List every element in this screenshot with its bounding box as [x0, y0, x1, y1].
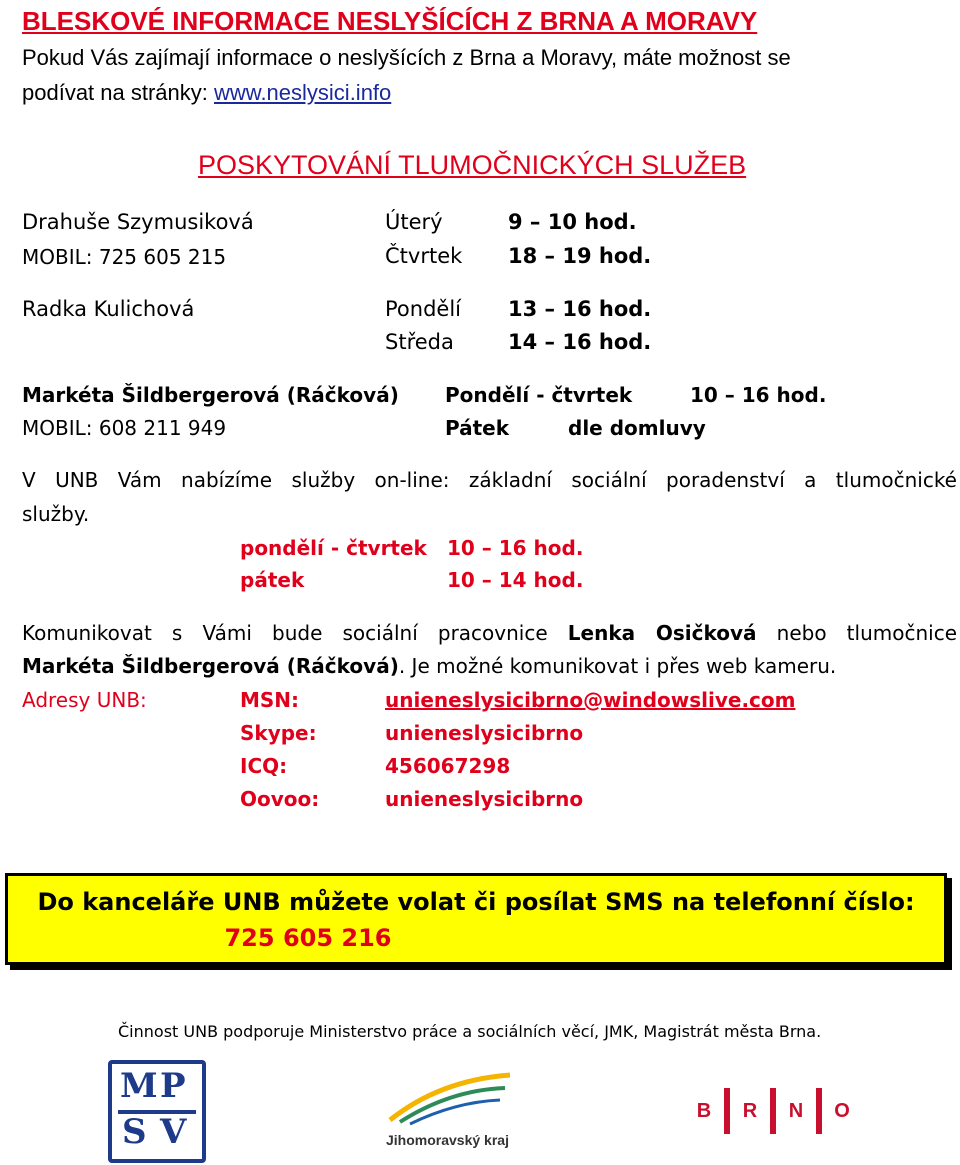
brno-letter: O [834, 1100, 850, 1122]
interpreter-1-time-2: 18 – 19 hod. [508, 244, 652, 268]
online-day-2: pátek [240, 568, 305, 592]
communication-text-a: Komunikovat s Vámi bude sociální pracovnice [22, 621, 568, 645]
brno-bar [816, 1088, 822, 1134]
interpreter-3-phone: MOBIL: 608 211 949 [22, 416, 227, 440]
social-worker-name: Lenka Osičková [567, 621, 757, 645]
intro-line-1: Pokud Vás zajímají informace o neslyšících z Brna a Moravy, máte možnost se [22, 45, 791, 70]
office-phone-number: 725 605 216 [224, 924, 392, 952]
icq-label: ICQ: [240, 754, 288, 778]
msn-label: MSN: [240, 688, 300, 712]
intro-prefix: podívat na stránky: [22, 80, 214, 105]
interpreter-2-time-1: 13 – 16 hod. [508, 297, 652, 321]
interpreter-2-time-2: 14 – 16 hod. [508, 330, 652, 354]
interpreter-name: Markéta Šildbergerová (Ráčková) [22, 654, 399, 678]
online-services-line-2: služby. [22, 502, 90, 526]
page-heading: BLESKOVÉ INFORMACE NESLYŠÍCÍCH Z BRNA A MORAVY [22, 6, 758, 36]
jmk-logo-text: Jihomoravský kraj [386, 1132, 509, 1148]
jmk-logo [380, 1070, 520, 1160]
brno-letter: N [788, 1100, 804, 1122]
interpreter-3-day-2: Pátek [445, 416, 510, 440]
skype-label: Skype: [240, 721, 317, 745]
mpsv-logo-mark: M [120, 1066, 158, 1106]
interpreter-2-day-2: Středa [385, 330, 454, 354]
online-day-1: pondělí - čtvrtek [240, 536, 427, 560]
interpreter-3-name: Markéta Šildbergerová (Ráčková) [22, 383, 399, 407]
brno-logo [690, 1088, 860, 1136]
website-link[interactable]: www.neslysici.info [214, 80, 392, 105]
intro-line-2 [22, 80, 391, 106]
interpreter-3-time-2: dle domluvy [568, 416, 706, 440]
online-services-line-1: V UNB Vám nabízíme služby on-line: základní sociální poradenství a tlumočnické [22, 468, 957, 492]
interpreter-1-day-1: Úterý [385, 210, 443, 234]
communication-text-c: nebo tlumočnice [756, 621, 957, 645]
brno-bar [724, 1088, 730, 1134]
interpreter-2-day-1: Pondělí [385, 297, 461, 321]
interpreter-1-name: Drahuše Szymusiková [22, 210, 254, 234]
online-time-2: 10 – 14 hod. [447, 568, 584, 592]
online-time-1: 10 – 16 hod. [447, 536, 584, 560]
brno-letter: B [696, 1100, 712, 1122]
interpreter-1-time-1: 9 – 10 hod. [508, 210, 637, 234]
addresses-label: Adresy UNB: [22, 688, 147, 712]
funding-note: Činnost UNB podporuje Ministerstvo práce a sociálních věcí, JMK, Magistrát města Brna. [118, 1022, 822, 1041]
communication-line-2 [22, 654, 836, 678]
office-contact-box [5, 873, 947, 965]
mpsv-logo-mark: V [160, 1112, 187, 1152]
interpreter-1-day-2: Čtvrtek [385, 244, 463, 268]
communication-text-e: . Je možné komunikovat i přes web kameru. [398, 654, 837, 678]
icq-value: 456067298 [385, 754, 511, 778]
section-title-interpreting: POSKYTOVÁNÍ TLUMOČNICKÝCH SLUŽEB [198, 150, 747, 180]
communication-line-1 [22, 621, 957, 645]
mpsv-logo-mark: S [122, 1112, 147, 1152]
brno-letter: R [742, 1100, 758, 1122]
interpreter-3-time-1: 10 – 16 hod. [690, 383, 827, 407]
oovoo-label: Oovoo: [240, 787, 320, 811]
mpsv-logo-mark: P [160, 1066, 186, 1106]
brno-bar [770, 1088, 776, 1134]
oovoo-value: unieneslysicibrno [385, 787, 584, 811]
interpreter-2-name: Radka Kulichová [22, 297, 195, 321]
mpsv-logo [108, 1060, 206, 1163]
skype-value: unieneslysicibrno [385, 721, 584, 745]
office-contact-text: Do kanceláře UNB můžete volat či posílat SMS na telefonní číslo: [37, 888, 915, 916]
interpreter-3-day-1: Pondělí - čtvrtek [445, 383, 633, 407]
msn-link[interactable]: unieneslysicibrno@windowslive.com [385, 688, 796, 712]
interpreter-1-phone: MOBIL: 725 605 215 [22, 245, 227, 269]
